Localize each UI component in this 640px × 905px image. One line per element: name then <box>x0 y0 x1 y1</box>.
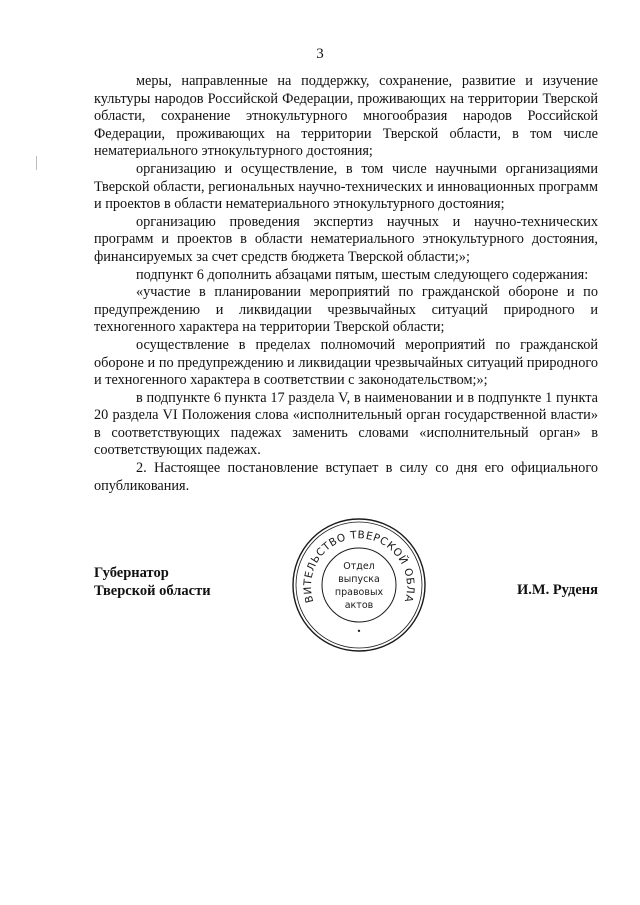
svg-text:•: • <box>356 627 362 636</box>
paragraph: организацию проведения экспертиз научных и научно-технических программ и проектов в области нематериального этнокультурного достояния, финансируемых за счет средств бюджета Тверской области;»; <box>94 213 598 265</box>
signatory-name: И.М. Руденя <box>516 582 598 598</box>
stamp-ring-text: ВИТЕЛЬСТВО ТВЕРСКОЙ ОБЛА <box>301 529 417 605</box>
stamp-center-line: выпуска <box>338 574 380 585</box>
official-stamp <box>290 516 428 654</box>
document-body <box>94 73 598 495</box>
stamp-center-line: правовых <box>334 587 384 598</box>
paragraph: организацию и осуществление, в том числе научными организациями Тверской области, региональных научно-технических и инновационных программ и проектов в области нематериального этнокультурного достояния; <box>94 160 598 213</box>
paragraph: в подпункте 6 пункта 17 раздела V, в наименовании и в подпункте 1 пункта 20 раздела VI Положения слова «исполнительный орган государственной власти» в соответствующих падежах заменить словами «исполнительный орган» в соответствующих падежах. <box>94 389 598 459</box>
paragraph: «участие в планировании мероприятий по гражданской обороне и по предупреждению и ликвидации чрезвычайных ситуаций природного и техногенного характера на территории Тверской области; <box>94 284 598 336</box>
paragraph: 2. Настоящее постановление вступает в силу со дня его официального опубликования. <box>94 460 598 494</box>
stamp-center-line: актов <box>344 600 374 611</box>
paragraph: подпункт 6 дополнить абзацами пятым, шестым следующего содержания: <box>136 266 589 283</box>
signatory-title-line: Губернатор <box>94 565 169 581</box>
paragraph: осуществление в пределах полномочий мероприятий по гражданской обороне и по предупреждению и ликвидации чрезвычайных ситуаций природного и техногенного характера в соответствии с законодательством;»; <box>94 336 598 389</box>
margin-mark <box>36 156 37 170</box>
paragraph: меры, направленные на поддержку, сохранение, развитие и изучение культуры народов Российской Федерации, проживающих на территории Тверской области, сохранение этнокультурного многообразия народов Российской Федерации, проживающих на территории Тверской области, в том числе нематериального этнокультурного достояния; <box>94 73 598 160</box>
signatory-title <box>94 565 211 600</box>
stamp-seal <box>290 516 428 654</box>
page-number: 3 <box>316 46 324 62</box>
stamp-center-line: Отдел <box>343 561 375 572</box>
signatory-title-line: Тверской области <box>94 582 211 599</box>
